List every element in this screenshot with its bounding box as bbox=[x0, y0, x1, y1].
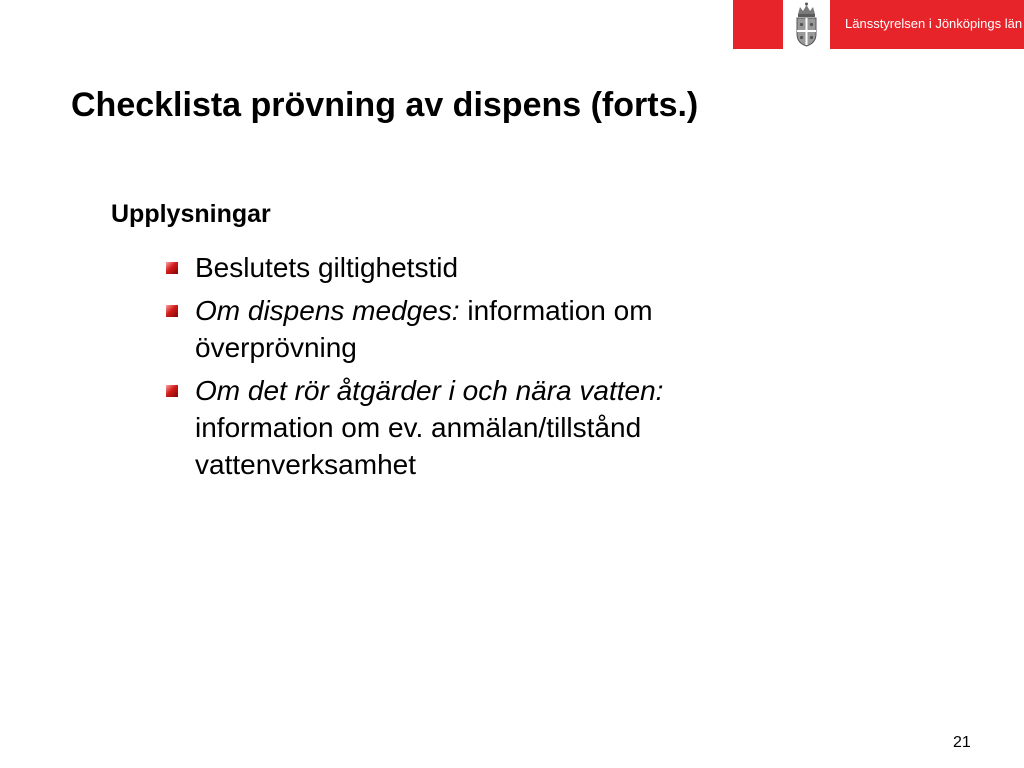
header-logo-bar bbox=[733, 0, 1024, 49]
bullet-item-validity bbox=[162, 249, 802, 286]
bullet-item-dispensation-granted bbox=[162, 292, 802, 366]
red-square-bullet-icon bbox=[166, 262, 178, 274]
section-heading: Upplysningar bbox=[111, 200, 271, 228]
organization-name: Länsstyrelsen i Jönköpings län bbox=[845, 16, 1023, 31]
bullet-lead-italic: Om det rör åtgärder i och nära vatten: bbox=[195, 375, 664, 406]
bullet-item-water-measures bbox=[162, 372, 802, 483]
slide-title: Checklista prövning av dispens (forts.) bbox=[71, 86, 699, 124]
bullet-lead-italic: Om dispens medges: bbox=[195, 295, 460, 326]
page-number: 21 bbox=[953, 734, 971, 751]
bullet-list bbox=[162, 249, 802, 489]
bullet-text: information om ev. anmälan/tillstånd vattenverksamhet bbox=[195, 412, 642, 480]
red-square-bullet-icon bbox=[166, 305, 178, 317]
bullet-text: Beslutets giltighetstid bbox=[195, 252, 459, 283]
red-square-bullet-icon bbox=[166, 385, 178, 397]
coat-of-arms-icon bbox=[783, 0, 830, 49]
bullet-text: information om överprövning bbox=[195, 295, 653, 363]
